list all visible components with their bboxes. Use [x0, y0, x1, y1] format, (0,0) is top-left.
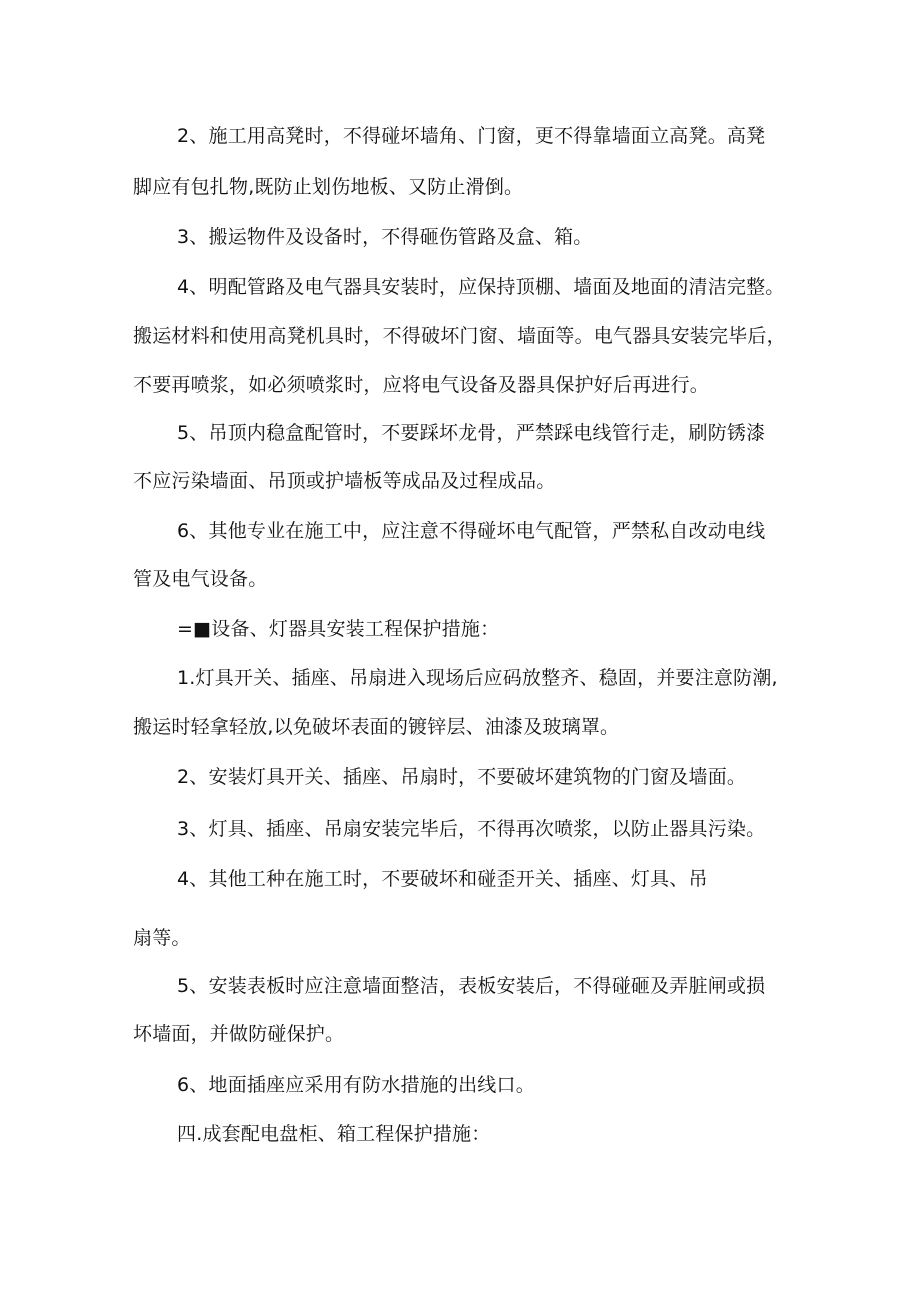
text-line: 4、明配管路及电气器具安装时，应保持顶棚、墙面及地面的清洁完整。	[177, 276, 785, 298]
text-line: 坏墙面，并做防碰保护。	[133, 1023, 345, 1045]
text-line: 搬运材料和使用高凳机具时，不得破坏门窗、墙面等。电气器具安装完毕后，	[133, 325, 786, 347]
text-line: 脚应有包扎物,既防止划伤地板、又防止滑倒。	[133, 176, 524, 198]
text-line: 管及电气设备。	[133, 568, 268, 590]
text-line: 搬运时轻拿轻放,以免破坏表面的镀锌层、油漆及玻璃罩。	[133, 716, 620, 738]
section-heading: 四.成套配电盘柜、箱工程保护措施：	[177, 1123, 491, 1145]
text-line: 5、吊顶内稳盒配管时，不要踩坏龙骨，严禁踩电线管行走，刷防锈漆	[177, 422, 766, 444]
text-line: 1.灯具开关、插座、吊扇进入现场后应码放整齐、稳固，并要注意防潮,	[177, 667, 778, 689]
text-line: 6、其他专业在施工中，应注意不得碰坏电气配管，严禁私自改动电线	[177, 520, 766, 542]
text-line: 3、灯具、插座、吊扇安装完毕后，不得再次喷浆，以防止器具污染。	[177, 818, 766, 840]
text-line: 不应污染墙面、吊顶或护墙板等成品及过程成品。	[133, 470, 556, 492]
section-heading: =■设备、灯器具安装工程保护措施：	[177, 618, 500, 640]
text-line: 6、地面插座应采用有防水措施的出线口。	[177, 1074, 535, 1096]
text-line: 5、安装表板时应注意墙面整洁，表板安装后，不得碰砸及弄脏闸或损	[177, 975, 766, 997]
text-line: 2、安装灯具开关、插座、吊扇时，不要破坏建筑物的门窗及墙面。	[177, 766, 747, 788]
text-line: 不要再喷浆，如必须喷浆时，应将电气设备及器具保护好后再进行。	[133, 374, 710, 396]
text-line: 4、其他工种在施工时，不要破坏和碰歪开关、插座、灯具、吊	[177, 868, 708, 890]
text-line: 2、施工用高凳时，不得碰坏墙角、门窗，更不得靠墙面立高凳。高凳	[177, 125, 766, 147]
text-line: 扇等。	[133, 927, 191, 949]
text-line: 3、搬运物件及设备时，不得砸伤管路及盒、箱。	[177, 226, 593, 248]
